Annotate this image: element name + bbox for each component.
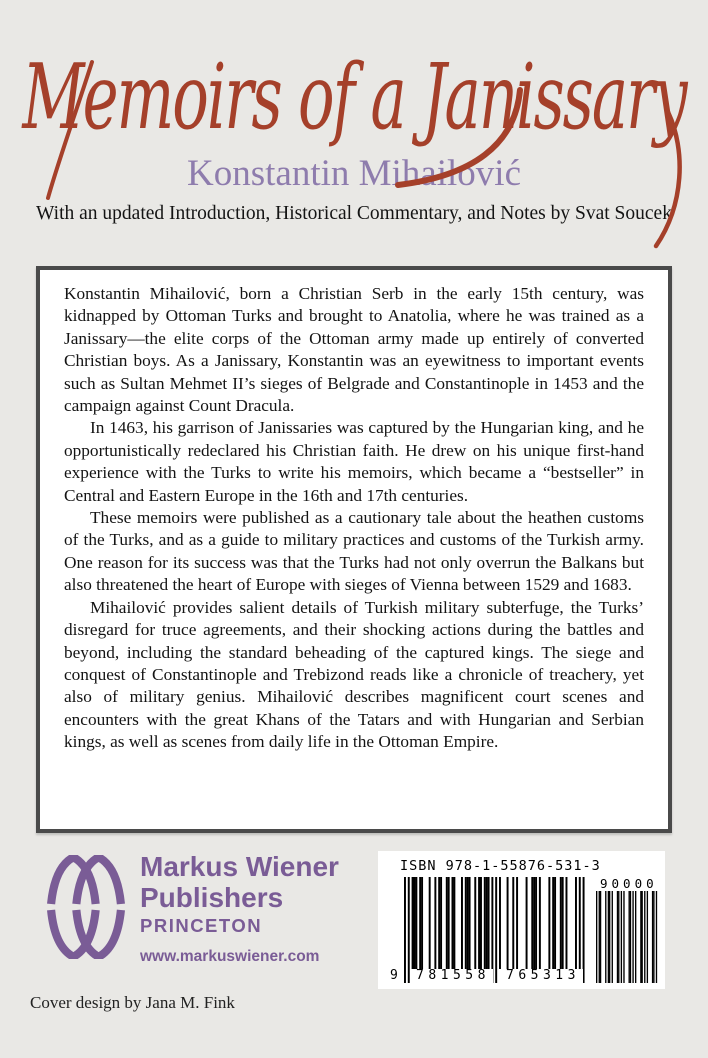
publisher-name-line2: Publishers bbox=[140, 882, 284, 913]
book-author: Konstantin Mihailović bbox=[187, 153, 521, 194]
barcode-digit-group: 765313 bbox=[501, 969, 583, 983]
synopsis-paragraph: In 1463, his garrison of Janissaries was captured by the Hungarian king, and he opportunistically redeclared his Christian faith. He drew on his unique first-hand experience with the Turks to write his memoirs, which became a “bestseller” in Central and Eastern Europe in the 16th and 17th centuries. bbox=[64, 418, 644, 505]
publisher-city: PRINCETON bbox=[140, 915, 263, 936]
barcode-panel bbox=[378, 851, 665, 989]
ean13-barcode bbox=[390, 877, 586, 983]
cover-design-credit: Cover design by Jana M. Fink bbox=[30, 993, 235, 1012]
barcode-digit-group: 9 bbox=[390, 969, 398, 983]
barcode-digit-group: 781558 bbox=[411, 969, 493, 983]
supplement-barcode bbox=[596, 877, 658, 983]
publisher-mw-logo-icon bbox=[44, 855, 128, 959]
book-title: Memoirs of a Janissary bbox=[22, 44, 686, 150]
supplement-digits: 90000 bbox=[600, 876, 658, 891]
isbn-label: ISBN 978-1-55876-531-3 bbox=[400, 858, 601, 874]
synopsis-box bbox=[36, 266, 672, 833]
book-subtitle: With an updated Introduction, Historical Commentary, and Notes by Svat Soucek bbox=[36, 203, 672, 224]
publisher-name-line1: Markus Wiener bbox=[140, 851, 339, 882]
synopsis-paragraph: Mihailović provides salient details of Turkish military subterfuge, the Turks’ disregard for truce agreements, and their shocking actions during the battles and beyond, including the standard beheading of the captured kings. The siege and conquest of Constantinople and Trebizond reads like a chronicle of treachery, yet also of military genius. Mihailović describes magnificent court scenes and encounters with the great Khans of the Tatars and with Hungarian and Serbian kings, as well as scenes from daily life in the Ottoman Empire. bbox=[64, 597, 644, 752]
synopsis-paragraph: Konstantin Mihailović, born a Christian Serb in the early 15th century, was kidnapped by Ottoman Turks and brought to Anatolia, where he was trained as a Janissary—the elite corps of the Ottoman army made up entirely of converted Christian boys. As a Janissary, Konstantin was an eyewitness to important events such as Sultan Mehmet II’s sieges of Belgrade and Constantinople in 1453 and the campaign against Count Dracula. bbox=[64, 284, 644, 416]
publisher-website: www.markuswiener.com bbox=[140, 948, 320, 965]
synopsis-paragraph: These memoirs were published as a cautionary tale about the heathen customs of the Turks, and as a guide to military practices and customs of the Turkish army. One reason for its success was that the Turks had not only overrun the Balkans but also threatened the heart of Europe with sieges of Vienna between 1529 and 1683. bbox=[64, 508, 644, 595]
publisher-text bbox=[140, 851, 400, 970]
